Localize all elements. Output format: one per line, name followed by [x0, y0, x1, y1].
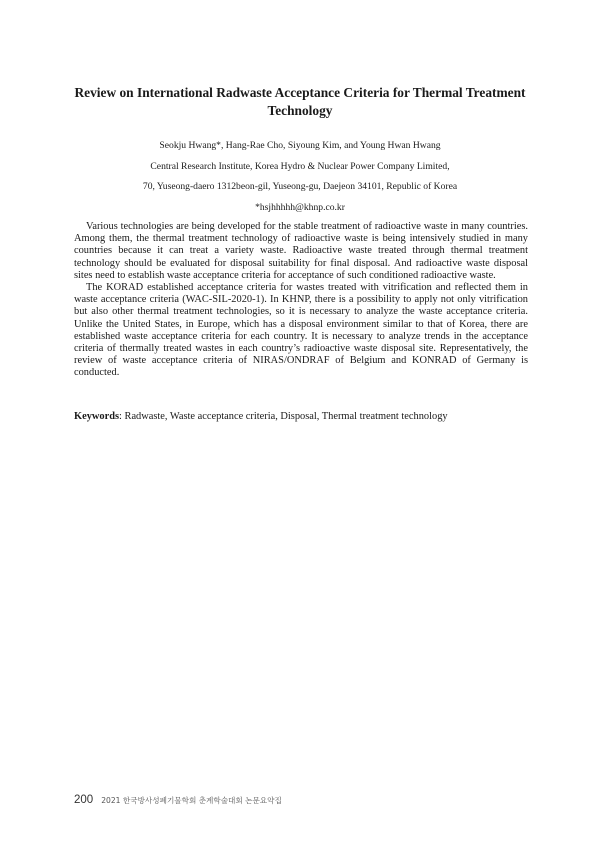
page-number: 200	[74, 794, 94, 806]
abstract-paragraph: Various technologies are being developed for the stable treatment of radioactive waste in many countries. Among them, the thermal treatment technology of radioactive waste is being intensively studied in many countries because it can treat a variety waste. Radioactive waste treated through thermal treatment technology should be evaluated for disposal suitability for final disposal. And radioactive waste disposal sites need to establish waste acceptance criteria for acceptance of such conditioned radioactive waste.	[74, 221, 528, 281]
keywords-line	[74, 410, 534, 423]
proceedings-title: 2021 한국방사성폐기물학회 춘계학술대회 논문요약집	[101, 796, 282, 805]
paper-title: Review on International Radwaste Acceptance Criteria for Thermal Treatment Technology	[74, 85, 526, 118]
author-block	[60, 139, 540, 221]
affiliation: Central Research Institute, Korea Hydro & Nuclear Power Company Limited,	[150, 160, 450, 172]
keywords-list: : Radwaste, Waste acceptance criteria, Disposal, Thermal treatment technology	[119, 411, 448, 422]
corresponding-email: *hsjhhhhh@khnp.co.kr	[255, 201, 345, 213]
author-list: Seokju Hwang*, Hang-Rae Cho, Siyoung Kim, and Young Hwan Hwang	[159, 140, 441, 151]
abstract-paragraph: The KORAD established acceptance criteria for wastes treated with vitrification and reflected them in waste acceptance criteria (WAC-SIL-2020-1). In KHNP, there is a possibility to apply not only vitrification but also other thermal treatment technologies, so it is necessary to analyze the waste acceptance criteria. Unlike the United States, in Europe, which has a disposal environment similar to that of Korea, there are established waste acceptance criteria for each country. It is necessary to analyze trends in the acceptance criteria of thermally treated wastes in each country’s radioactive waste disposal site. Representatively, the review of waste acceptance criteria of NIRAS/ONDRAF of Belgium and KONRAD of Germany is conducted.	[74, 282, 528, 379]
keywords-label: Keywords	[74, 411, 120, 422]
page-footer	[74, 794, 282, 808]
address: 70, Yuseong-daero 1312beon-gil, Yuseong-gu, Daejeon 34101, Republic of Korea	[142, 181, 458, 193]
abstract	[74, 221, 528, 380]
